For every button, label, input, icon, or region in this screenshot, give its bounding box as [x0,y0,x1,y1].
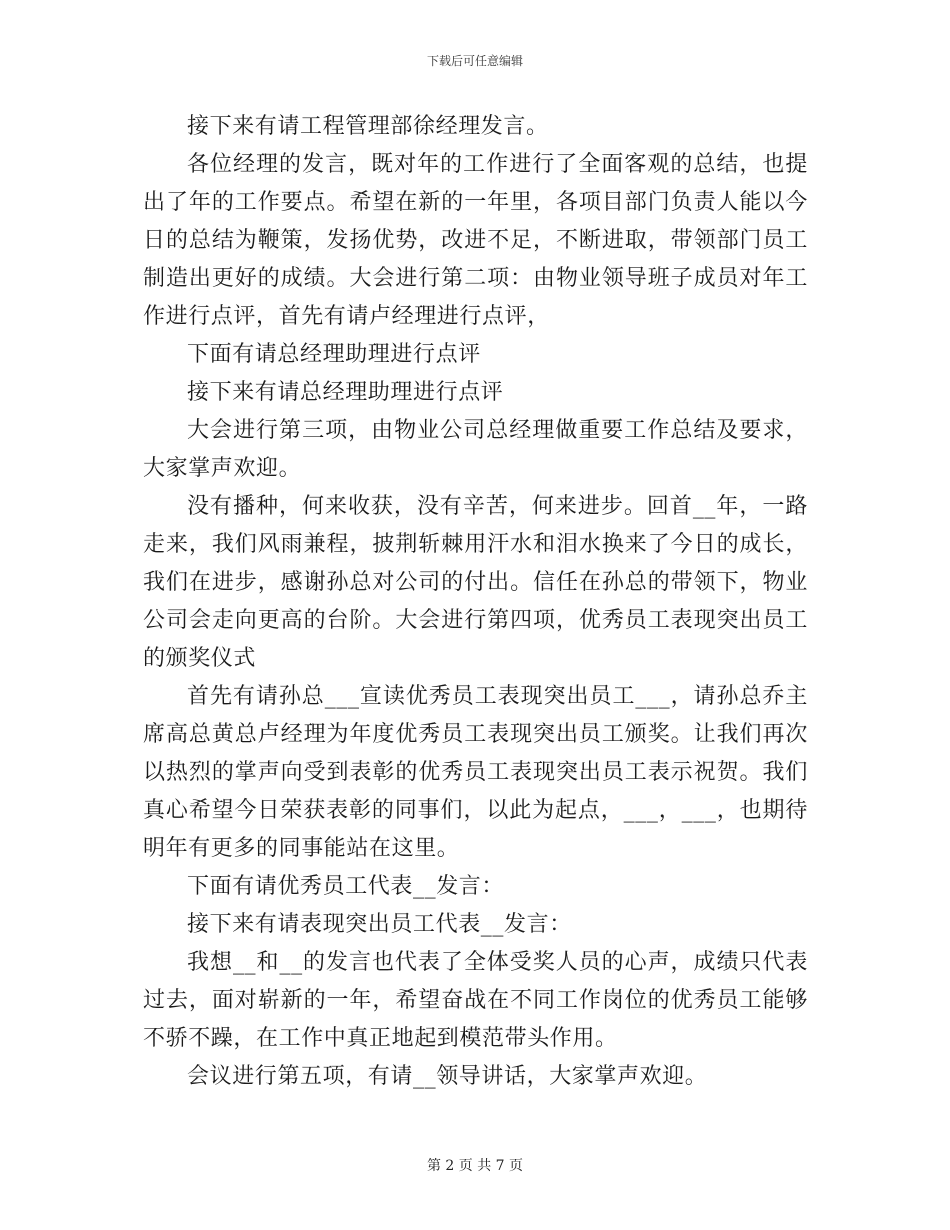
document-body [143,108,808,1096]
paragraph: 下面有请总经理助理进行点评 [187,342,481,367]
paragraph: 我想__和__的发言也代表了全体受奖人员的心声，成绩只代表过去，面对崭新的一年，希望奋战在不同工作岗位的优秀员工能够不骄不躁，在工作中真正地起到模范带头作用。 [143,950,808,1051]
page-header: 下载后可任意编辑 [426,54,523,68]
paragraph: 各位经理的发言，既对年的工作进行了全面客观的总结，也提出了年的工作要点。希望在新的一年里，各项目部门负责人能以今日的总结为鞭策，发扬优势，改进不足，不断进取，带领部门员工制造出更好的成绩。大会进行第二项：由物业领导班子成员对年工作进行点评，首先有请卢经理进行点评， [143,152,808,329]
page-number: 第 2 页 共 7 页 [426,1158,524,1174]
paragraph: 会议进行第五项，有请__领导讲话，大家掌声欢迎。 [187,1064,708,1089]
paragraph: 接下来有请工程管理部徐经理发言。 [187,114,549,139]
paragraph: 接下来有请表现突出员工代表__发言： [187,912,572,937]
paragraph: 接下来有请总经理助理进行点评 [187,380,504,405]
paragraph: 大会进行第三项，由物业公司总经理做重要工作总结及要求，大家掌声欢迎。 [143,418,808,481]
paragraph: 没有播种，何来收获，没有辛苦，何来进步。回首__年，一路走来，我们风雨兼程，披荆斩棘用汗水和泪水换来了今日的成长，我们在进步，感谢孙总对公司的付出。信任在孙总的带领下，物业公司会走向更高的台阶。大会进行第四项，优秀员工表现突出员工的颁奖仪式 [143,494,808,671]
paragraph: 下面有请优秀员工代表__发言： [187,874,505,899]
paragraph: 首先有请孙总___宣读优秀员工表现突出员工___，请孙总乔主席高总黄总卢经理为年度优秀员工表现突出员工颁奖。让我们再次以热烈的掌声向受到表彰的优秀员工表现突出员工表示祝贺。我们真心希望今日荣获表彰的同事们，以此为起点，___，___，也期待明年有更多的同事能站在这里。 [143,684,808,861]
